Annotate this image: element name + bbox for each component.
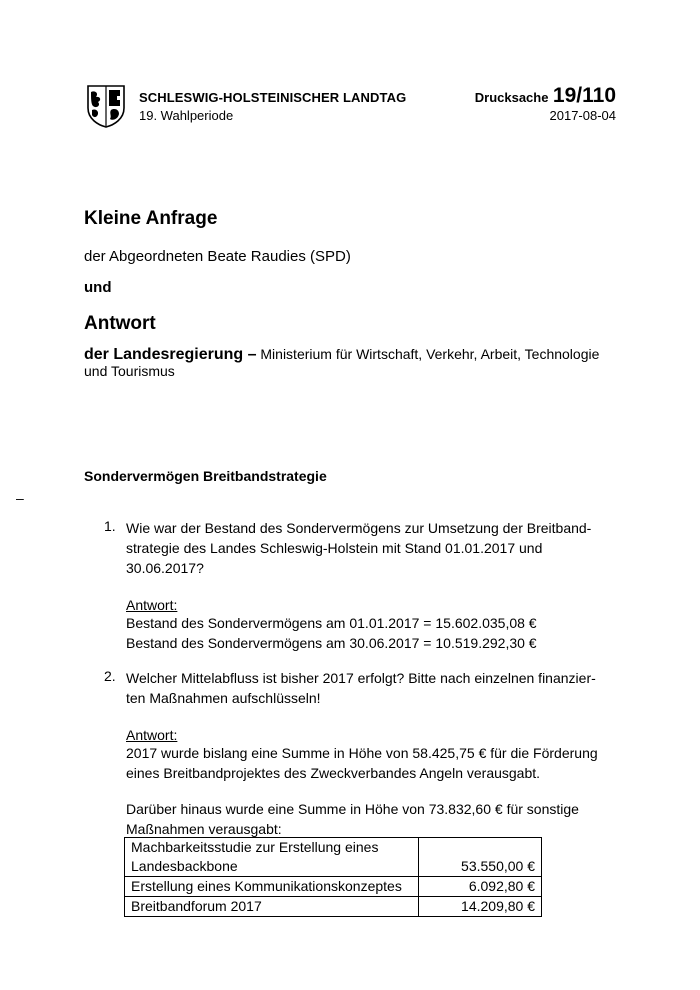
table-row xyxy=(125,877,542,897)
table-cell-measure: Breitbandforum 2017 xyxy=(125,897,419,917)
drucksache-reference xyxy=(475,84,616,108)
drucksache-label: Drucksache xyxy=(474,90,549,105)
landesregierung-line xyxy=(84,346,624,380)
section-title: Sondervermögen Breitbandstrategie xyxy=(84,468,327,484)
question-line: ten Maßnahmen aufschlüsseln! xyxy=(126,690,321,706)
table-cell-measure xyxy=(125,838,419,877)
question-2-text xyxy=(126,668,616,708)
legislative-period: 19. Wahlperiode xyxy=(139,108,234,123)
margin-dash: – xyxy=(16,490,24,506)
answer-label: Antwort: xyxy=(126,727,178,743)
expenses-table xyxy=(124,837,542,917)
question-line: Wie war der Bestand des Sondervermögens zur Umsetzung der Breitband- xyxy=(126,520,592,536)
answer-1-text xyxy=(126,613,537,653)
answer-line: Bestand des Sondervermögens am 01.01.2017 = 15.602.035,08 € xyxy=(126,615,537,631)
cell-text: Landesbackbone xyxy=(131,858,238,874)
answer-line: eines Breitbandprojektes des Zweckverbandes Angeln verausgabt. xyxy=(126,765,541,781)
question-line: strategie des Landes Schleswig-Holstein mit Stand 01.01.2017 und xyxy=(126,540,543,556)
landesregierung-label: der Landesregierung – xyxy=(84,346,257,363)
document-date: 2017-08-04 xyxy=(549,108,616,123)
parliament-name: SCHLESWIG-HOLSTEINISCHER LANDTAG xyxy=(139,90,407,105)
kleine-anfrage-heading: Kleine Anfrage xyxy=(84,208,218,229)
table-row xyxy=(125,897,542,917)
drucksache-number: 19/110 xyxy=(552,84,616,107)
question-line: 30.06.2017? xyxy=(126,560,204,576)
coat-of-arms-icon xyxy=(86,84,126,128)
antwort-heading: Antwort xyxy=(84,313,156,334)
table-row xyxy=(125,838,542,877)
question-number: 2. xyxy=(104,668,116,684)
answer-2-text xyxy=(126,743,598,783)
table-cell-amount: 53.550,00 € xyxy=(419,838,542,877)
answer-line: Maßnahmen verausgabt: xyxy=(126,821,282,837)
question-number: 1. xyxy=(104,518,116,534)
question-line: Welcher Mittelabfluss ist bisher 2017 erfolgt? Bitte nach einzelnen finanzier- xyxy=(126,670,596,686)
answer-line: Bestand des Sondervermögens am 30.06.2017 = 10.519.292,30 € xyxy=(126,635,537,651)
question-1-text xyxy=(126,518,616,578)
ministerium-name: Ministerium für Wirtschaft, Verkehr, Arbeit, Technologie und Tourismus xyxy=(84,346,600,379)
abgeordnete-line: der Abgeordneten Beate Raudies (SPD) xyxy=(84,248,351,265)
answer-line: Darüber hinaus wurde eine Summe in Höhe von 73.832,60 € für sonstige xyxy=(126,801,579,817)
cell-text: Machbarkeitsstudie zur Erstellung eines xyxy=(131,839,379,855)
table-cell-amount: 14.209,80 € xyxy=(419,897,542,917)
answer-line: 2017 wurde bislang eine Summe in Höhe von 58.425,75 € für die Förderung xyxy=(126,745,598,761)
answer-label: Antwort: xyxy=(126,597,178,613)
und-line: und xyxy=(84,279,112,296)
table-cell-measure: Erstellung eines Kommunikationskonzeptes xyxy=(125,877,419,897)
answer-2-extra xyxy=(126,799,579,839)
table-cell-amount: 6.092,80 € xyxy=(419,877,542,897)
